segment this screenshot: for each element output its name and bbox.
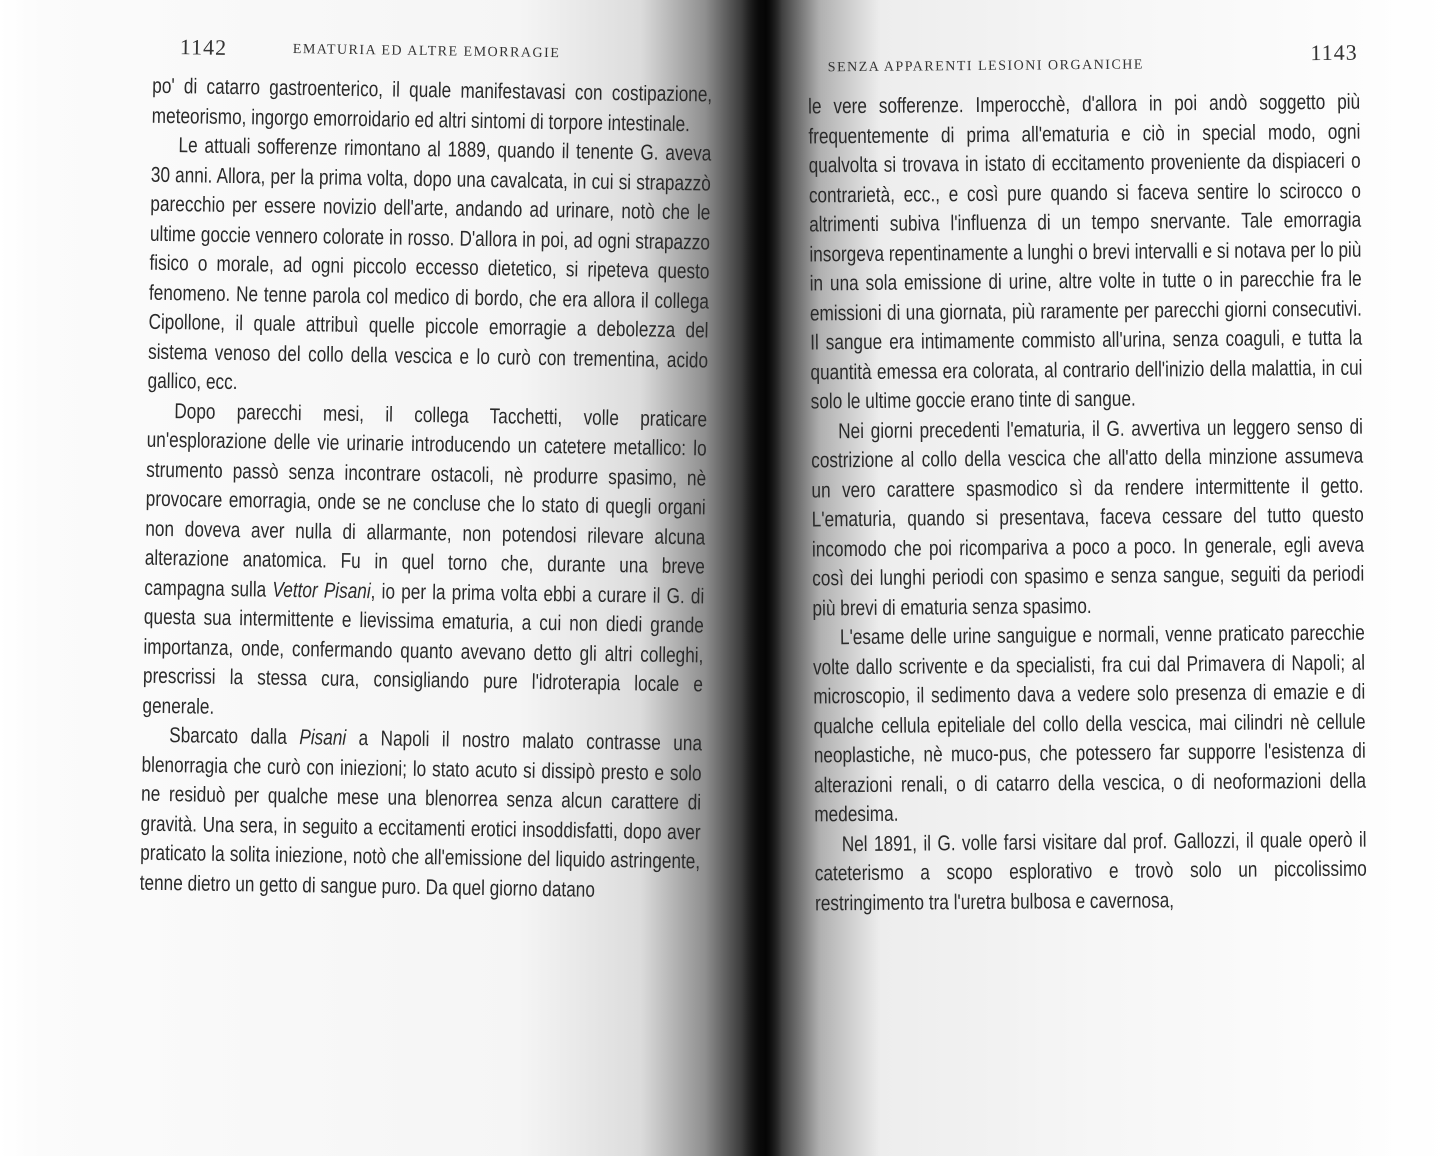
left-page-header — [128, 33, 728, 72]
paragraph — [142, 396, 707, 729]
paragraph — [140, 721, 703, 907]
paragraph-text: , io per la prima volta ebbi a curare il G. di questa sua intermittente e lievissima ematuria, a cui non diedi grande importanza, onde, confermando quanto avevano detto gli altri colleghi, prescrissi la stessa cura, consigliando pure l'idroterapia locale e generale. — [142, 578, 705, 719]
paragraph: le vere sofferenze. Imperocchè, d'allora in poi andò soggetto più frequentemente di prima all'ematuria e ciò in special modo, ogni qualvolta si trovava in istato di eccitamento proveniente da dispiaceri o contrarietà, ecc., e così pure quando si faceva sentire lo scirocco o altrimenti subiva l'influenza di un tempo snervante. Tale emorragia insorgeva repentinamente a lunghi o brevi intervalli e si notava per lo più in una sola emissione di urine, altre volte in tutte o in parecchie fra le emissioni di una giornata, più raramente per parecchi giorni consecutivi. Il sangue era intimamente commisto all'urina, senza coaguli, e tutta la quantità emessa era colorata, al contrario dell'inizio della malattia, in cui solo le ultime goccie erano tinte di sangue. — [808, 89, 1363, 414]
paragraph: L'esame delle urine sanguigue e normali, venne praticato parecchie volte dallo scrivente e da specialisti, fra cui dal Primavera di Napoli; al microscopio, il sedimento dava a vedere solo presenza di emazie e di qualche cellula epiteliale del collo della vescica, mai cilindri nè cellule neoplastiche, nè muco-pus, che potessero far supporre l'esistenza di alterazioni renali, o di catarro della vescica, o di neoformazioni della medesima. — [812, 620, 1367, 827]
left-page-body — [140, 72, 713, 907]
paragraph-text: Sbarcato dalla — [169, 723, 300, 750]
paragraph: Le attuali sofferenze rimontano al 1889, quando il tenente G. aveva 30 anni. Allora, per la prima volta, dopo una cavalcata, in cui si strapazzò parecchio per essere novizio dell'arte, andando ad urinare, notò che le ultime goccie vennero colorate in rosso. D'allora in poi, ad ogni strapazzo fisico o morale, ad ogni piccolo eccesso dietetico, si ripeteva questo fenomeno. Ne tenne parola col medico di bordo, che era allora il collega Cipollone, il quale attribuì quelle piccole emorragie a debolezza del sistema venoso del collo della vescica e lo curò con trementina, acido gallico, ecc. — [147, 133, 712, 395]
right-page-body — [808, 88, 1367, 919]
paragraph-text: Dopo parecchi mesi, il collega Tacchetti, volle praticare un'esplorazione delle vie urinarie introducendo un catetere metallico: lo strumento passò senza incontrare ostacoli, nè produrre spasimo, nè provocare emorragia, onde se ne concluse che lo stato di quegli organi non doveva aver nulla di allarmante, non potendosi rilevare alcuna alterazione anatomica. Fu in quel torno che, durante una breve campagna sulla — [144, 398, 708, 602]
paragraph: po' di catarro gastroenterico, il quale manifestavasi con costipazione, meteorismo, ingorgo emorroidario ed altri sintomi di torpore intestinale. — [151, 73, 713, 136]
paragraph: Nei giorni precedenti l'ematuria, il G. avvertiva un leggero senso di costrizione al collo della vescica che all'atto della minzione assumeva un vero carattere spasmodico sì da rendere intermittente il getto. L'ematuria, quando si presentava, faceva cessare del tutto questo incomodo che poi ricompariva a poco a poco. In generale, egli aveva così dei lunghi periodi con spasimo e senza sangue, seguiti da periodi più brevi di ematuria senza spasimo. — [811, 414, 1365, 620]
book-gutter-shadow — [742, 0, 782, 1156]
paragraph: Nel 1891, il G. volle farsi visitare dal prof. Gallozzi, il quale operò il cateterismo a scopo esplorativo e trovò solo un piccolissimo restringimento tra l'uretra bulbosa e cavernosa, — [814, 827, 1367, 915]
left-page — [111, 0, 729, 1161]
running-head: EMATURIA ED ALTRE EMORRAGIE — [292, 41, 561, 62]
ship-name: Vettor Pisani — [272, 577, 371, 603]
page-number: 1142 — [179, 34, 228, 60]
right-page — [807, 0, 1377, 1158]
ship-name: Pisani — [299, 725, 347, 750]
right-page-header — [808, 36, 1368, 76]
running-head: SENZA APPARENTI LESIONI ORGANICHE — [827, 57, 1145, 76]
page-number: 1143 — [1310, 39, 1358, 66]
paragraph-text: a Napoli il nostro malato contrasse una blenorragia che curò con iniezioni; lo stato acuto si dissipò presto e solo ne residuò per qualche mese una blenorrea senza alcun carattere di gravità. Una sera, in seguito a eccitamenti erotici insoddisfatti, dopo aver praticato la solita iniezione, notò che all'emissione del liquido astringente, tenne dietro un getto di sangue puro. Da quel giorno datano — [139, 725, 703, 902]
